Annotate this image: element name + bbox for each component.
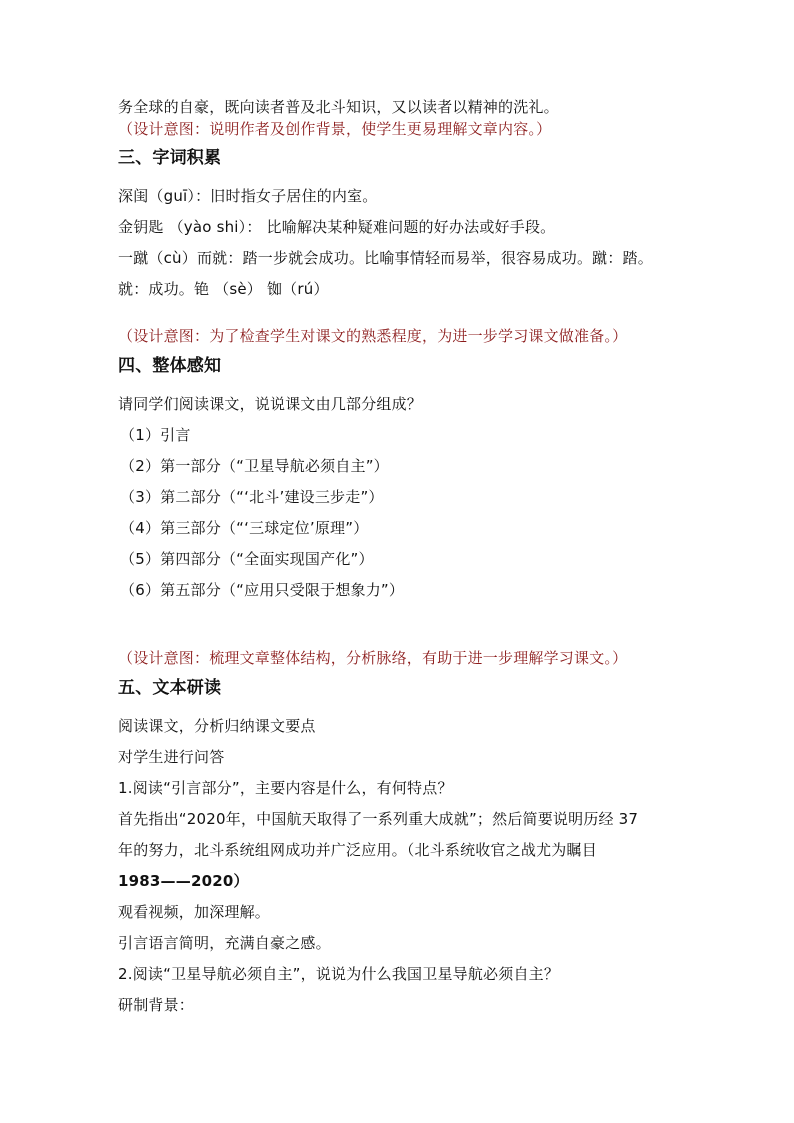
part-item: （3）第二部分（“‘北斗’建设三步走”） [120,488,384,506]
vocab-line: 深闺（guī）：旧时指女子居住的内室。 [118,187,378,205]
part-item: （2）第一部分（“卫星导航必须自主”） [120,457,389,475]
design-intent-note: （设计意图：说明作者及创作背景，使学生更易理解文章内容。） [118,120,552,138]
paragraph-text: 务全球的自豪，既向读者普及北斗知识，又以读者以精神的洗礼。 [118,98,559,116]
paragraph-text: 研制背景： [118,996,195,1014]
section-heading-4: 四、整体感知 [118,356,222,376]
paragraph-text: 对学生进行问答 [118,748,225,766]
design-intent-note: （设计意图：为了检查学生对课文的熟悉程度，为进一步学习课文做准备。） [118,327,628,345]
part-item: （1）引言 [120,426,191,444]
paragraph-text: 首先指出“2020年，中国航天取得了一系列重大成就”；然后简要说明历经 37 [118,810,639,828]
part-item: （5）第四部分（“全面实现国产化”） [120,550,374,568]
paragraph-text: 观看视频，加深理解。 [118,903,271,921]
vocab-line: 金钥匙 （yào shi）： 比喻解决某种疑难问题的好办法或好手段。 [118,218,556,236]
part-item: （6）第五部分（“应用只受限于想象力”） [120,581,405,599]
question-text: 请同学们阅读课文，说说课文由几部分组成？ [118,395,423,413]
section-heading-3: 三、字词积累 [118,148,222,168]
section-heading-5: 五、文本研读 [118,678,222,698]
paragraph-text: 年的努力，北斗系统组网成功并广泛应用。（北斗系统收官之战尤为瞩目 [118,841,597,859]
vocab-line: 一蹴（cù）而就：踏一步就会成功。比喻事情轻而易举，很容易成功。蹴：踏。 [118,249,653,267]
paragraph-text: 阅读课文，分析归纳课文要点 [118,717,316,735]
paragraph-text: 引言语言简明，充满自豪之感。 [118,934,331,952]
question-text: 2.阅读“卫星导航必须自主”，说说为什么我国卫星导航必须自主？ [118,965,560,983]
part-item: （4）第三部分（“‘三球定位’原理”） [120,519,369,537]
vocab-line: 就：成功。铯 （sè） 铷（rú） [118,280,329,298]
paragraph-text: 1983——2020） [118,872,249,890]
question-text: 1.阅读“引言部分”，主要内容是什么，有何特点？ [118,779,453,797]
design-intent-note: （设计意图：梳理文章整体结构，分析脉络，有助于进一步理解学习课文。） [118,649,628,667]
